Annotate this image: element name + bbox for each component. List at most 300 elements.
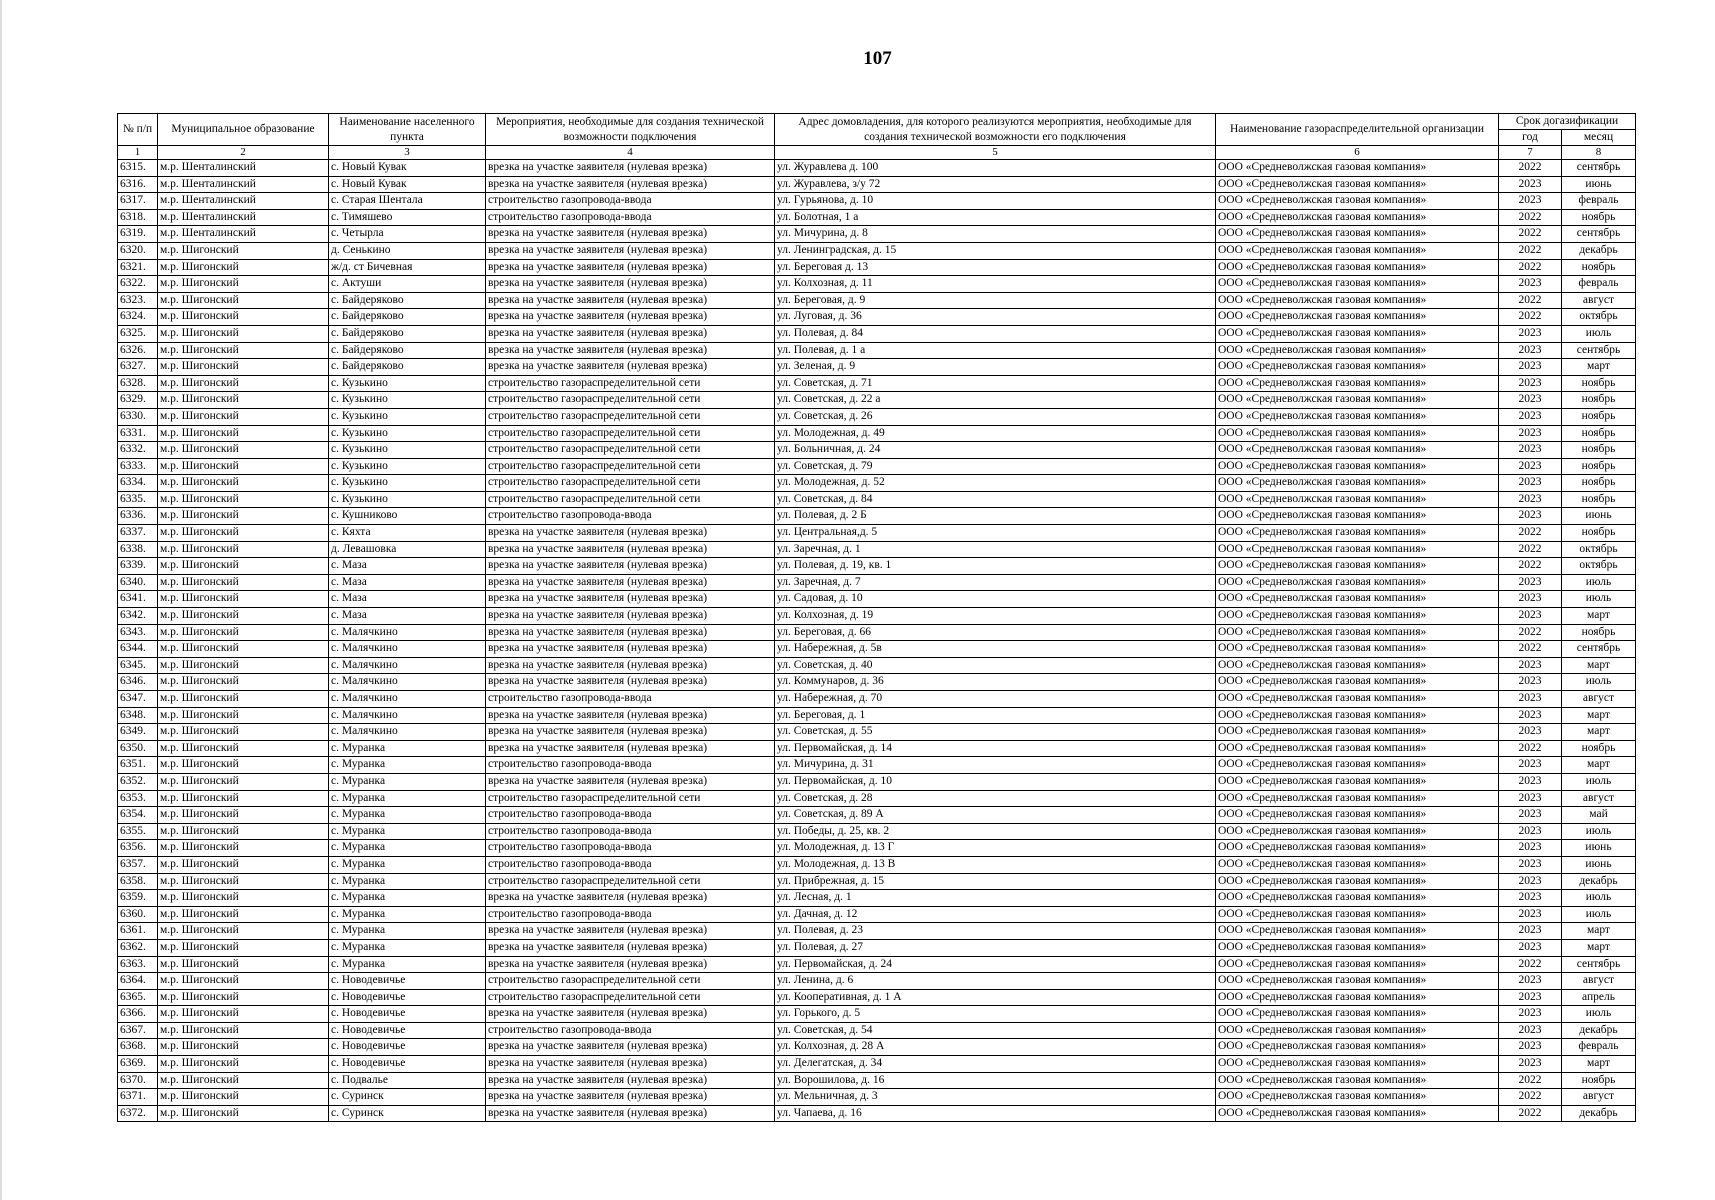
row-measures: строительство газораспределительной сети [486,491,775,508]
column-number: 1 [118,146,158,160]
row-month: сентябрь [1562,641,1636,658]
row-municipality: м.р. Шигонский [158,923,329,940]
row-number: 6362. [118,939,158,956]
row-year: 2022 [1499,1105,1562,1122]
row-month: февраль [1562,1039,1636,1056]
table-row [118,1039,1636,1056]
table-row [118,956,1636,973]
row-organization: ООО «Средневолжская газовая компания» [1216,956,1499,973]
row-address: ул. Делегатская, д. 34 [775,1056,1216,1073]
row-settlement: с. Малячкино [329,724,486,741]
row-organization: ООО «Средневолжская газовая компания» [1216,757,1499,774]
column-number: 3 [329,146,486,160]
row-measures: врезка на участке заявителя (нулевая врезка) [486,956,775,973]
row-measures: строительство газопровода-ввода [486,691,775,708]
row-organization: ООО «Средневолжская газовая компания» [1216,309,1499,326]
row-settlement: с. Малячкино [329,641,486,658]
row-address: ул. Мичурина, д. 31 [775,757,1216,774]
row-measures: строительство газопровода-ввода [486,1022,775,1039]
row-month: август [1562,691,1636,708]
row-municipality: м.р. Шигонский [158,608,329,625]
row-settlement: с. Маза [329,608,486,625]
row-year: 2023 [1499,591,1562,608]
row-settlement: с. Муранка [329,840,486,857]
table-row [118,641,1636,658]
row-number: 6347. [118,691,158,708]
table-row [118,442,1636,459]
row-organization: ООО «Средневолжская газовая компания» [1216,608,1499,625]
row-address: ул. Советская, д. 55 [775,724,1216,741]
row-organization: ООО «Средневолжская газовая компания» [1216,160,1499,177]
row-month: март [1562,724,1636,741]
row-settlement: с. Тимяшево [329,209,486,226]
header-org: Наименование газораспределительной организации [1216,114,1499,146]
row-year: 2022 [1499,209,1562,226]
table-row [118,342,1636,359]
row-measures: врезка на участке заявителя (нулевая врезка) [486,923,775,940]
row-number: 6322. [118,276,158,293]
row-settlement: с. Малячкино [329,707,486,724]
row-month: март [1562,923,1636,940]
row-municipality: м.р. Шигонский [158,309,329,326]
row-month: ноябрь [1562,442,1636,459]
row-measures: строительство газопровода-ввода [486,209,775,226]
row-month: ноябрь [1562,525,1636,542]
scan-edge [0,0,2,1200]
row-measures: врезка на участке заявителя (нулевая врезка) [486,641,775,658]
column-number: 5 [775,146,1216,160]
row-municipality: м.р. Шигонский [158,1039,329,1056]
row-measures: врезка на участке заявителя (нулевая врезка) [486,1089,775,1106]
row-month: апрель [1562,989,1636,1006]
column-number-row [118,146,1636,160]
row-number: 6356. [118,840,158,857]
row-address: ул. Журавлева д. 100 [775,160,1216,177]
row-settlement: ж/д. ст Бичевная [329,259,486,276]
row-address: ул. Кооперативная, д. 1 А [775,989,1216,1006]
row-settlement: с. Подвалье [329,1072,486,1089]
row-address: ул. Болотная, 1 а [775,209,1216,226]
table-row [118,923,1636,940]
row-organization: ООО «Средневолжская газовая компания» [1216,1006,1499,1023]
row-month: ноябрь [1562,458,1636,475]
row-year: 2022 [1499,641,1562,658]
row-month: май [1562,807,1636,824]
row-year: 2022 [1499,259,1562,276]
row-municipality: м.р. Шигонский [158,989,329,1006]
row-number: 6342. [118,608,158,625]
row-settlement: с. Кяхта [329,525,486,542]
row-settlement: с. Суринск [329,1089,486,1106]
row-municipality: м.р. Шигонский [158,657,329,674]
row-settlement: с. Четырла [329,226,486,243]
row-month: июль [1562,1006,1636,1023]
row-address: ул. Полевая, д. 23 [775,923,1216,940]
row-address: ул. Советская, д. 26 [775,408,1216,425]
table-body [118,160,1636,1122]
row-organization: ООО «Средневолжская газовая компания» [1216,840,1499,857]
row-municipality: м.р. Шигонский [158,707,329,724]
row-number: 6371. [118,1089,158,1106]
row-settlement: с. Новодевичье [329,989,486,1006]
row-municipality: м.р. Шигонский [158,773,329,790]
row-settlement: с. Муранка [329,906,486,923]
row-number: 6321. [118,259,158,276]
row-municipality: м.р. Шигонский [158,574,329,591]
row-municipality: м.р. Шигонский [158,442,329,459]
row-number: 6369. [118,1056,158,1073]
row-number: 6354. [118,807,158,824]
row-number: 6363. [118,956,158,973]
table-row [118,1006,1636,1023]
row-address: ул. Центральная,д. 5 [775,525,1216,542]
row-year: 2023 [1499,973,1562,990]
row-address: ул. Заречная, д. 7 [775,574,1216,591]
row-measures: врезка на участке заявителя (нулевая врезка) [486,342,775,359]
row-number: 6319. [118,226,158,243]
row-organization: ООО «Средневолжская газовая компания» [1216,491,1499,508]
row-number: 6341. [118,591,158,608]
row-organization: ООО «Средневолжская газовая компания» [1216,923,1499,940]
row-year: 2023 [1499,873,1562,890]
row-organization: ООО «Средневолжская газовая компания» [1216,641,1499,658]
row-address: ул. Ленина, д. 6 [775,973,1216,990]
row-number: 6337. [118,525,158,542]
row-number: 6348. [118,707,158,724]
row-number: 6365. [118,989,158,1006]
row-municipality: м.р. Шигонский [158,740,329,757]
row-number: 6339. [118,558,158,575]
row-year: 2023 [1499,1056,1562,1073]
row-settlement: с. Кузькино [329,475,486,492]
row-number: 6358. [118,873,158,890]
row-year: 2023 [1499,939,1562,956]
row-organization: ООО «Средневолжская газовая компания» [1216,193,1499,210]
row-organization: ООО «Средневолжская газовая компания» [1216,674,1499,691]
row-address: ул. Гурьянова, д. 10 [775,193,1216,210]
row-measures: врезка на участке заявителя (нулевая врезка) [486,359,775,376]
table-row [118,657,1636,674]
row-organization: ООО «Средневолжская газовая компания» [1216,873,1499,890]
row-organization: ООО «Средневолжская газовая компания» [1216,525,1499,542]
row-number: 6367. [118,1022,158,1039]
row-organization: ООО «Средневолжская газовая компания» [1216,1089,1499,1106]
row-organization: ООО «Средневолжская газовая компания» [1216,1039,1499,1056]
row-address: ул. Ворошилова, д. 16 [775,1072,1216,1089]
row-month: август [1562,292,1636,309]
row-number: 6329. [118,392,158,409]
row-settlement: с. Кузькино [329,442,486,459]
header-year: год [1499,130,1562,146]
row-municipality: м.р. Шенталинский [158,226,329,243]
row-number: 6343. [118,624,158,641]
row-month: ноябрь [1562,740,1636,757]
row-month: ноябрь [1562,375,1636,392]
row-measures: строительство газораспределительной сети [486,790,775,807]
row-measures: врезка на участке заявителя (нулевая врезка) [486,525,775,542]
row-month: сентябрь [1562,160,1636,177]
row-address: ул. Победы, д. 25, кв. 2 [775,823,1216,840]
row-number: 6360. [118,906,158,923]
row-organization: ООО «Средневолжская газовая компания» [1216,856,1499,873]
table-row [118,558,1636,575]
row-month: октябрь [1562,309,1636,326]
row-municipality: м.р. Шигонский [158,392,329,409]
row-number: 6357. [118,856,158,873]
row-municipality: м.р. Шенталинский [158,193,329,210]
row-address: ул. Советская, д. 22 а [775,392,1216,409]
row-number: 6364. [118,973,158,990]
row-measures: врезка на участке заявителя (нулевая врезка) [486,591,775,608]
row-measures: врезка на участке заявителя (нулевая врезка) [486,1072,775,1089]
row-measures: строительство газораспределительной сети [486,425,775,442]
row-number: 6361. [118,923,158,940]
row-number: 6333. [118,458,158,475]
row-measures: врезка на участке заявителя (нулевая врезка) [486,325,775,342]
column-number: 2 [158,146,329,160]
row-year: 2022 [1499,160,1562,177]
row-settlement: с. Новый Кувак [329,176,486,193]
row-settlement: с. Новодевичье [329,1039,486,1056]
row-year: 2022 [1499,1089,1562,1106]
row-settlement: с. Муранка [329,773,486,790]
row-organization: ООО «Средневолжская газовая компания» [1216,475,1499,492]
row-organization: ООО «Средневолжская газовая компания» [1216,458,1499,475]
row-address: ул. Первомайская, д. 10 [775,773,1216,790]
row-municipality: м.р. Шигонский [158,973,329,990]
row-address: ул. Луговая, д. 36 [775,309,1216,326]
row-settlement: с. Актуши [329,276,486,293]
row-municipality: м.р. Шенталинский [158,160,329,177]
row-number: 6353. [118,790,158,807]
row-settlement: с. Кузькино [329,491,486,508]
table-row [118,840,1636,857]
row-municipality: м.р. Шигонский [158,242,329,259]
row-organization: ООО «Средневолжская газовая компания» [1216,408,1499,425]
row-year: 2023 [1499,773,1562,790]
row-year: 2023 [1499,425,1562,442]
row-month: август [1562,973,1636,990]
table-row [118,757,1636,774]
row-month: октябрь [1562,558,1636,575]
row-year: 2023 [1499,176,1562,193]
row-organization: ООО «Средневолжская газовая компания» [1216,276,1499,293]
row-settlement: с. Муранка [329,790,486,807]
row-number: 6355. [118,823,158,840]
row-month: август [1562,790,1636,807]
header-num: № п/п [118,114,158,146]
row-municipality: м.р. Шигонский [158,790,329,807]
row-measures: врезка на участке заявителя (нулевая врезка) [486,657,775,674]
header-deadline: Срок догазификации [1499,114,1636,130]
row-month: февраль [1562,276,1636,293]
row-measures: врезка на участке заявителя (нулевая врезка) [486,160,775,177]
row-municipality: м.р. Шигонский [158,425,329,442]
header-row [118,114,1636,130]
table-row [118,1105,1636,1122]
header-municipality: Муниципальное образование [158,114,329,146]
row-month: март [1562,939,1636,956]
row-settlement: с. Новодевичье [329,973,486,990]
row-municipality: м.р. Шигонский [158,906,329,923]
row-measures: врезка на участке заявителя (нулевая врезка) [486,707,775,724]
row-organization: ООО «Средневолжская газовая компания» [1216,890,1499,907]
row-organization: ООО «Средневолжская газовая компания» [1216,1056,1499,1073]
row-year: 2023 [1499,1006,1562,1023]
row-measures: строительство газопровода-ввода [486,193,775,210]
row-municipality: м.р. Шигонский [158,259,329,276]
row-year: 2023 [1499,574,1562,591]
row-measures: врезка на участке заявителя (нулевая врезка) [486,740,775,757]
row-measures: строительство газопровода-ввода [486,906,775,923]
row-month: сентябрь [1562,342,1636,359]
row-year: 2022 [1499,558,1562,575]
row-address: ул. Первомайская, д. 14 [775,740,1216,757]
row-month: июль [1562,674,1636,691]
row-address: ул. Ленинградская, д. 15 [775,242,1216,259]
row-month: октябрь [1562,541,1636,558]
table-row [118,740,1636,757]
row-organization: ООО «Средневолжская газовая компания» [1216,657,1499,674]
row-organization: ООО «Средневолжская газовая компания» [1216,209,1499,226]
row-municipality: м.р. Шигонский [158,641,329,658]
row-measures: врезка на участке заявителя (нулевая врезка) [486,242,775,259]
row-municipality: м.р. Шигонский [158,823,329,840]
page-number: 107 [863,48,892,69]
row-measures: врезка на участке заявителя (нулевая врезка) [486,259,775,276]
row-municipality: м.р. Шигонский [158,1006,329,1023]
row-month: июль [1562,574,1636,591]
table-row [118,856,1636,873]
row-municipality: м.р. Шигонский [158,375,329,392]
row-number: 6326. [118,342,158,359]
row-address: ул. Советская, д. 89 А [775,807,1216,824]
row-settlement: с. Маза [329,591,486,608]
table-row [118,292,1636,309]
table-row [118,375,1636,392]
row-organization: ООО «Средневолжская газовая компания» [1216,392,1499,409]
row-municipality: м.р. Шигонский [158,1105,329,1122]
row-address: ул. Журавлева, з/у 72 [775,176,1216,193]
row-month: июль [1562,890,1636,907]
row-settlement: д. Левашовка [329,541,486,558]
row-number: 6328. [118,375,158,392]
row-settlement: с. Кузькино [329,458,486,475]
row-number: 6370. [118,1072,158,1089]
row-address: ул. Колхозная, д. 28 А [775,1039,1216,1056]
table-row [118,873,1636,890]
row-municipality: м.р. Шигонский [158,724,329,741]
row-municipality: м.р. Шигонский [158,890,329,907]
row-settlement: с. Байдеряково [329,359,486,376]
row-year: 2023 [1499,475,1562,492]
row-year: 2023 [1499,707,1562,724]
row-month: март [1562,1056,1636,1073]
row-month: ноябрь [1562,392,1636,409]
row-number: 6320. [118,242,158,259]
row-settlement: с. Кузькино [329,375,486,392]
table-row [118,674,1636,691]
row-year: 2023 [1499,508,1562,525]
row-settlement: с. Муранка [329,740,486,757]
table-row [118,1072,1636,1089]
row-number: 6338. [118,541,158,558]
row-municipality: м.р. Шигонский [158,342,329,359]
row-municipality: м.р. Шигонский [158,757,329,774]
row-address: ул. Советская, д. 28 [775,790,1216,807]
row-measures: врезка на участке заявителя (нулевая врезка) [486,773,775,790]
row-address: ул. Советская, д. 79 [775,458,1216,475]
row-organization: ООО «Средневолжская газовая компания» [1216,342,1499,359]
table-row [118,707,1636,724]
row-measures: врезка на участке заявителя (нулевая врезка) [486,1056,775,1073]
row-year: 2023 [1499,408,1562,425]
table-row [118,226,1636,243]
column-number: 7 [1499,146,1562,160]
row-settlement: с. Новодевичье [329,1056,486,1073]
row-month: ноябрь [1562,491,1636,508]
row-organization: ООО «Средневолжская газовая компания» [1216,558,1499,575]
table-row [118,973,1636,990]
row-year: 2023 [1499,724,1562,741]
row-organization: ООО «Средневолжская газовая компания» [1216,973,1499,990]
row-year: 2023 [1499,856,1562,873]
row-measures: врезка на участке заявителя (нулевая врезка) [486,674,775,691]
row-year: 2022 [1499,1072,1562,1089]
row-municipality: м.р. Шигонский [158,956,329,973]
row-municipality: м.р. Шигонский [158,1022,329,1039]
row-municipality: м.р. Шигонский [158,408,329,425]
row-settlement: с. Муранка [329,807,486,824]
column-number: 6 [1216,146,1499,160]
table-row [118,176,1636,193]
row-address: ул. Советская, д. 54 [775,1022,1216,1039]
row-address: ул. Молодежная, д. 13 В [775,856,1216,873]
row-address: ул. Мичурина, д. 8 [775,226,1216,243]
row-municipality: м.р. Шигонский [158,541,329,558]
row-month: июнь [1562,840,1636,857]
row-settlement: с. Байдеряково [329,325,486,342]
row-year: 2023 [1499,823,1562,840]
row-measures: врезка на участке заявителя (нулевая врезка) [486,309,775,326]
row-municipality: м.р. Шигонский [158,1072,329,1089]
row-measures: врезка на участке заявителя (нулевая врезка) [486,890,775,907]
row-year: 2022 [1499,541,1562,558]
row-number: 6359. [118,890,158,907]
row-municipality: м.р. Шигонский [158,475,329,492]
row-organization: ООО «Средневолжская газовая компания» [1216,425,1499,442]
row-number: 6366. [118,1006,158,1023]
row-number: 6336. [118,508,158,525]
row-month: сентябрь [1562,956,1636,973]
row-month: ноябрь [1562,408,1636,425]
row-settlement: с. Малячкино [329,624,486,641]
row-month: ноябрь [1562,624,1636,641]
row-organization: ООО «Средневолжская газовая компания» [1216,292,1499,309]
row-measures: строительство газораспределительной сети [486,408,775,425]
row-municipality: м.р. Шигонский [158,292,329,309]
row-address: ул. Береговая, д. 1 [775,707,1216,724]
row-settlement: с. Муранка [329,757,486,774]
row-year: 2023 [1499,392,1562,409]
row-address: ул. Горького, д. 5 [775,1006,1216,1023]
row-month: март [1562,359,1636,376]
table-row [118,1022,1636,1039]
row-municipality: м.р. Шигонский [158,591,329,608]
row-municipality: м.р. Шигонский [158,856,329,873]
row-measures: врезка на участке заявителя (нулевая врезка) [486,226,775,243]
row-measures: строительство газопровода-ввода [486,823,775,840]
